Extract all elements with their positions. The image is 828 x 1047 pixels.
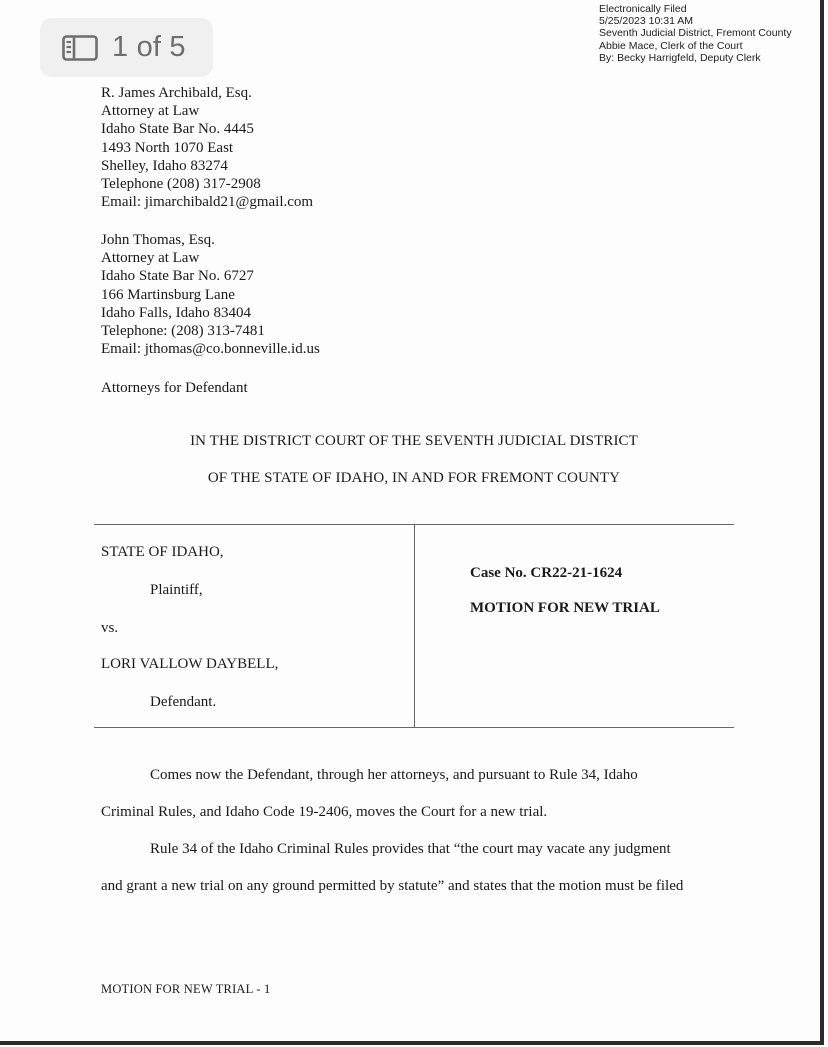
paragraph-1-line-2: Criminal Rules, and Idaho Code 19-2406, moves the Court for a new trial. (101, 804, 548, 820)
court-heading-line1: IN THE DISTRICT COURT OF THE SEVENTH JUDICIAL DISTRICT (190, 433, 638, 449)
stamp-line: Seventh Judicial District, Fremont County (599, 27, 792, 40)
attorney-block-archibald (101, 84, 313, 211)
page-footer: MOTION FOR NEW TRIAL - 1 (101, 982, 271, 996)
attorney-line: Attorney at Law (101, 103, 200, 120)
attorney-line: Telephone (208) 317-2908 (101, 176, 261, 193)
attorney-line: Shelley, Idaho 83274 (101, 157, 228, 174)
caption-divider (414, 524, 415, 728)
attorney-line: Attorney at Law (101, 250, 200, 267)
plaintiff-name: STATE OF IDAHO, (101, 544, 224, 560)
filing-stamp (599, 3, 792, 64)
stamp-line: 5/25/2023 10:31 AM (599, 15, 693, 28)
defendant-role: Defendant. (150, 694, 217, 710)
attorney-line: Idaho Falls, Idaho 83404 (101, 304, 251, 321)
sidebar-panel-icon (62, 35, 98, 61)
attorney-line: 166 Martinsburg Lane (101, 286, 235, 303)
attorney-block-thomas (101, 231, 320, 358)
attorney-line: 1493 North 1070 East (101, 139, 234, 156)
plaintiff-role: Plaintiff, (150, 582, 203, 598)
caption-bottom-rule (94, 727, 734, 728)
document-title: MOTION FOR NEW TRIAL (470, 600, 660, 616)
court-heading-line2: OF THE STATE OF IDAHO, IN AND FOR FREMONT COUNTY (207, 470, 621, 486)
stamp-line: Electronically Filed (599, 3, 687, 15)
defendant-name: LORI VALLOW DAYBELL, (101, 656, 279, 672)
attorney-email: Email: jthomas@co.bonneville.id.us (101, 341, 320, 358)
paragraph-2-line-2: and grant a new trial on any ground permitted by statute” and states that the motion must be filed (101, 878, 684, 894)
attorney-line: Idaho State Bar No. 6727 (101, 268, 254, 285)
page-indicator-label: 1 of 5 (112, 31, 186, 63)
paragraph-2-line-1: Rule 34 of the Idaho Criminal Rules provides that “the court may vacate any judgment (150, 841, 671, 857)
page-indicator[interactable] (40, 18, 213, 77)
attorneys-for: Attorneys for Defendant (101, 380, 248, 396)
attorney-line: R. James Archibald, Esq. (101, 85, 252, 101)
case-number: Case No. CR22-21-1624 (470, 565, 623, 581)
attorney-line: Idaho State Bar No. 4445 (101, 121, 254, 138)
attorney-line: Telephone: (208) 313-7481 (101, 323, 265, 340)
paragraph-1-line-1: Comes now the Defendant, through her attorneys, and pursuant to Rule 34, Idaho (150, 767, 638, 783)
attorney-line: John Thomas, Esq. (101, 232, 215, 248)
stamp-line: By: Becky Harrigfeld, Deputy Clerk (599, 51, 761, 64)
stamp-line: Abbie Mace, Clerk of the Court (599, 39, 743, 52)
attorney-email: Email: jimarchibald21@gmail.com (101, 194, 314, 211)
versus: vs. (101, 620, 119, 636)
